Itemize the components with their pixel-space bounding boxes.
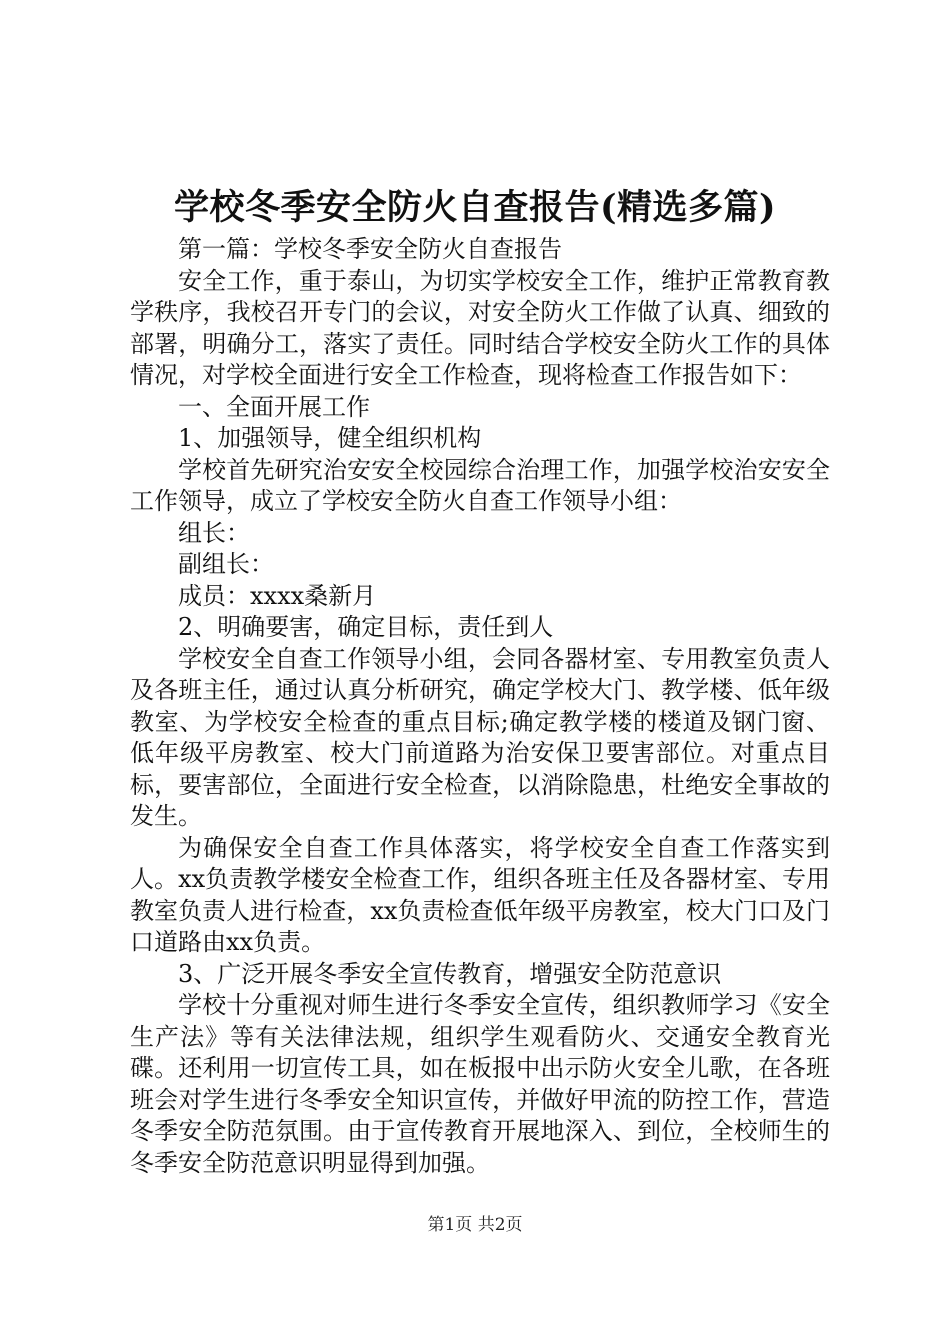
- subheading-targets: 2、明确要害，确定目标，责任到人: [178, 613, 554, 641]
- intro-paragraph: 安全工作，重于泰山，为切实学校安全工作，维护正常教育教学秩序，我校召开专门的会议，对安全防火工作做了认真、细致的部署，明确分工，落实了责任。同时结合学校安全防火工作的具体情况，对学校全面进行安全工作检查，现将检查工作报告如下：: [130, 266, 830, 389]
- section-heading-overall-work: 一、全面开展工作: [178, 392, 370, 421]
- targets-paragraph: 学校安全自查工作领导小组，会同各器材室、专用教室负责人及各班主任，通过认真分析研究，确定学校大门、教学楼、低年级教室、为学校安全检查的重点目标;确定教学楼的楼道及钢门窗、低年级平房教室、校大门前道路为治安保卫要害部位。对重点目标，要害部位，全面进行安全检查，以消除隐患，杜绝安全事故的发生。: [130, 644, 830, 830]
- subheading-education: 3、广泛开展冬季安全宣传教育，增强安全防范意识: [178, 959, 722, 988]
- education-paragraph: 学校十分重视对师生进行冬季安全宣传，组织教师学习《安全生产法》等有关法律法规，组织学生观看防火、交通安全教育光碟。还利用一切宣传工具，如在板报中出示防火安全儿歌，在各班班会对学生进行冬季安全知识宣传，并做好甲流的防控工作，营造冬季安全防范氛围。由于宣传教育开展地深入、到位，全校师生的冬季安全防范意识明显得到加强。: [130, 991, 830, 1177]
- responsibility-paragraph: 为确保安全自查工作具体落实，将学校安全自查工作落实到人。xx负责教学楼安全检查工作，组织各班主任及各器材室、专用教室负责人进行检查，xx负责检查低年级平房教室，校大门口及门口道路由xx负责。: [130, 833, 830, 956]
- page-footer: 第1页 共2页: [427, 1215, 523, 1235]
- document-title: 学校冬季安全防火自查报告(精选多篇): [173, 187, 777, 228]
- deputy-leader-line: 副组长：: [178, 550, 274, 578]
- section-heading-part-1: 第一篇：学校冬季安全防火自查报告: [178, 235, 562, 263]
- document-body: [130, 234, 830, 1179]
- members-line: 成员：xxxx桑新月: [178, 581, 377, 610]
- group-leader-line: 组长：: [178, 518, 250, 547]
- subheading-leadership: 1、加强领导，健全组织机构: [178, 424, 482, 452]
- leadership-paragraph: 学校首先研究治安安全校园综合治理工作，加强学校治安安全工作领导，成立了学校安全防火自查工作领导小组：: [130, 455, 830, 515]
